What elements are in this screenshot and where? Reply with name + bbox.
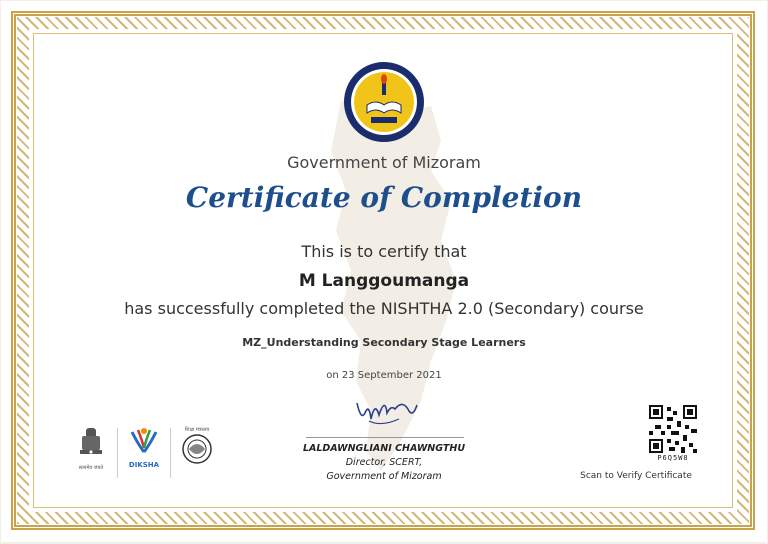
verification-qr-code <box>647 403 699 455</box>
national-emblem-caption: सत्यमेव जयते <box>78 465 104 471</box>
ministry-seal-icon <box>181 433 213 465</box>
signature-line <box>306 437 464 438</box>
ministry-caption: शिक्षा मंत्रालय <box>184 427 210 433</box>
recipient-name: M Langgoumanga <box>298 271 470 291</box>
certify-line: This is to certify that <box>301 242 467 261</box>
signatory-organization: Government of Mizoram <box>326 471 442 482</box>
completion-date: on 23 September 2021 <box>326 370 442 381</box>
certificate <box>1 1 767 542</box>
ministry-logo <box>175 426 219 469</box>
logo-divider <box>170 428 171 478</box>
government-heading: Government of Mizoram <box>287 153 481 172</box>
certificate-title: Certificate of Completion <box>185 181 583 214</box>
signatory-name: LALDAWNGLIANI CHAWNGTHU <box>302 443 466 454</box>
verification-code: P6Q5W8 <box>657 454 689 462</box>
scert-emblem-logo <box>343 61 425 143</box>
diksha-logo <box>122 426 166 469</box>
module-name: MZ_Understanding Secondary Stage Learners <box>242 336 526 349</box>
course-line: has successfully completed the NISHTHA 2.0 (Secondary) course <box>124 299 644 318</box>
verification-caption: Scan to Verify Certificate <box>580 471 692 481</box>
partner-logos <box>69 426 219 478</box>
diksha-icon <box>128 426 160 456</box>
logo-divider <box>117 428 118 478</box>
signatory-title: Director, SCERT, <box>345 457 423 468</box>
lion-capital-icon <box>76 426 106 460</box>
diksha-label: DIKSHA <box>128 461 160 469</box>
director-signature <box>351 391 421 433</box>
national-emblem-logo <box>69 426 113 471</box>
